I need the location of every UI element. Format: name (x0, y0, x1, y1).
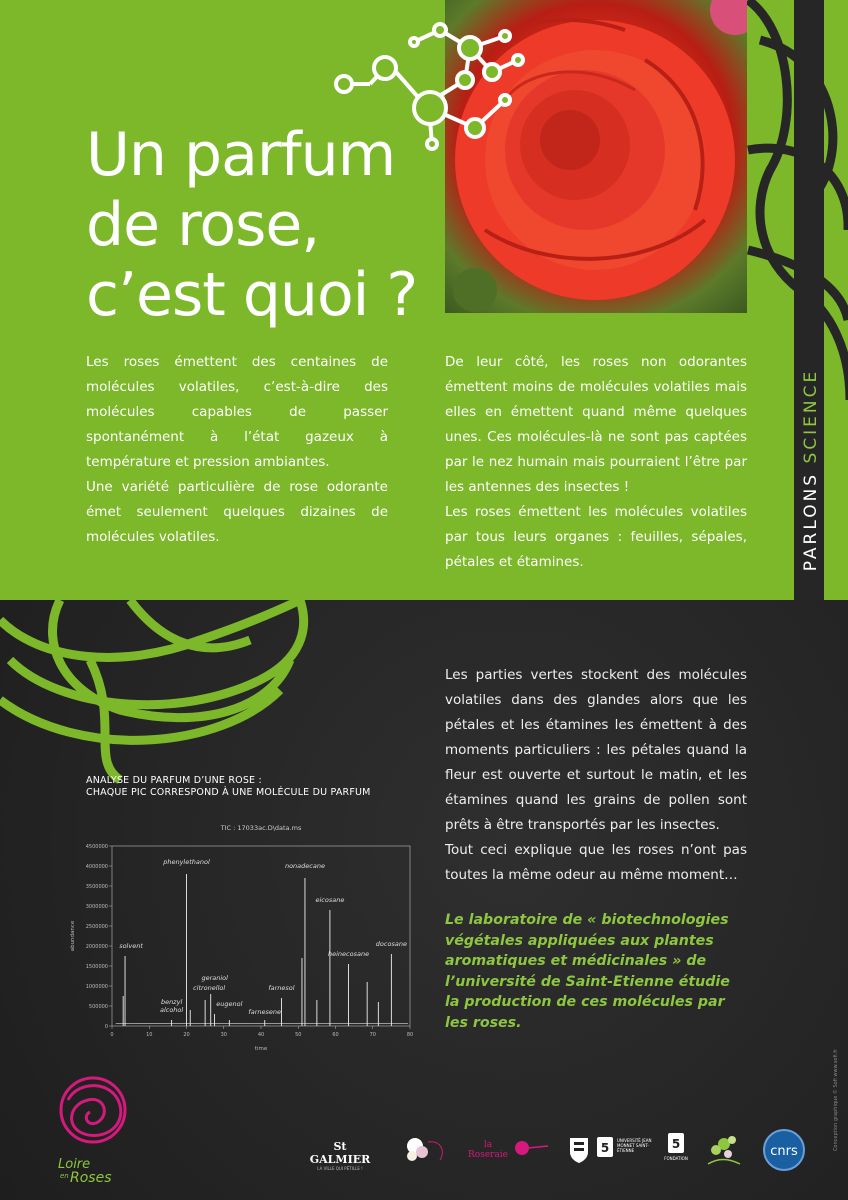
title-line-1: Un parfum (86, 120, 396, 190)
svg-text:5: 5 (600, 1141, 610, 1155)
y-tick-label: 1000000 (85, 984, 108, 990)
text-column-bottom (445, 663, 747, 888)
peak-label: phenylethanol (163, 858, 210, 866)
text-column-right (445, 350, 747, 575)
y-tick-label: 1500000 (85, 964, 108, 970)
stgalmier-logo-sub: LA VILLE QUI PÉTILLE ! (317, 1166, 363, 1171)
fondation-logo (658, 1132, 694, 1161)
y-tick-label: 2500000 (85, 924, 108, 930)
loire-logo-line-3: Roses (70, 1170, 112, 1186)
text-column-left (86, 350, 388, 550)
cnrs-logo (762, 1128, 806, 1172)
y-tick-label: 0 (104, 1024, 108, 1030)
y-axis-label: abundance (70, 920, 76, 952)
paragraph: Les roses émettent les molécules volatiles par tous leurs organes : feuilles, sépales, pétales et étamines. (445, 504, 747, 570)
loire-logo-line-2: en (60, 1172, 69, 1180)
analysis-title (86, 775, 371, 799)
title-line-3: c’est quoi ? (86, 260, 418, 330)
x-tick-label: 80 (406, 1032, 414, 1038)
analysis-title-line-1: ANALYSE DU PARFUM D’UNE ROSE : (86, 775, 262, 786)
stgalmier-logo (308, 1140, 372, 1171)
cnrs-text: cnrs (770, 1144, 798, 1159)
x-tick-label: 0 (110, 1032, 114, 1038)
peak-label: citronellol (193, 984, 226, 992)
saint-etienne-crest-icon (568, 1136, 590, 1164)
analysis-title-line-2: CHAQUE PIC CORRESPOND À UNE MOLÉCULE DU PARFUM (86, 787, 371, 798)
fondation-icon (667, 1132, 685, 1154)
x-tick-label: 40 (257, 1032, 265, 1038)
flower-illustration-icon (704, 1130, 744, 1166)
roseraie-logo: la Roseraie (468, 1140, 509, 1160)
footer-logos (300, 1128, 820, 1174)
x-tick-label: 20 (183, 1032, 190, 1038)
y-tick-label: 2000000 (85, 944, 108, 950)
peak-label: docosane (375, 940, 407, 948)
x-tick-label: 70 (369, 1032, 376, 1038)
university-name: UNIVERSITÉ JEAN MONNET SAINT-ÉTIENNE (617, 1138, 652, 1153)
peak-label: benzyl (160, 998, 183, 1006)
x-tick-label: 10 (146, 1032, 153, 1038)
side-label-parlons: PARLONS (801, 471, 821, 572)
chromatogram-chart (60, 818, 430, 1058)
svg-text:5: 5 (671, 1137, 681, 1151)
y-tick-label: 4000000 (85, 864, 108, 870)
chart-title: TIC : 17033ac.D\data.ms (220, 824, 302, 832)
paragraph: Les roses émettent des centaines de molécules volatiles, c’est-à-dire des molécules capables de passer spontanément à l’état gazeux à température et pression ambiantes. (86, 354, 388, 470)
x-tick-label: 30 (220, 1032, 227, 1038)
peak-label: solvent (119, 942, 143, 950)
paragraph: Une variété particulière de rose odorante émet seulement quelques dizaines de molécules volatiles. (86, 479, 388, 545)
paragraph: Tout ceci explique que les roses n’ont pas toutes la même odeur au même moment… (445, 842, 747, 883)
cnrs-icon (762, 1128, 806, 1172)
y-tick-label: 4500000 (85, 844, 108, 850)
x-tick-label: 50 (295, 1032, 302, 1038)
credit-text: Conception graphique © Sofi www.sofi.fr (833, 1048, 839, 1152)
paragraph: De leur côté, les roses non odorantes émettent moins de molécules volatiles mais elles en émettent quand même quelques unes. Ces molécules-là ne sont pas captées par le nez humain mais pourraient l’être par les antennes des insectes ! (445, 354, 747, 495)
peak-label: alcohol (159, 1006, 184, 1014)
peak-label: eugenol (216, 1000, 243, 1008)
stgalmier-logo-text: St GALMIER (309, 1140, 371, 1166)
title-line-2: de rose, (86, 190, 320, 260)
university-icon (596, 1136, 614, 1158)
fondation-name: FONDATION (664, 1156, 688, 1161)
peak-label: geraniol (201, 974, 228, 982)
y-tick-label: 500000 (88, 1004, 108, 1010)
y-tick-label: 3500000 (85, 884, 108, 890)
page-title (86, 120, 417, 330)
peak-label: nonadecane (284, 862, 325, 870)
lab-highlight-text: Le laboratoire de « biotechnologies végétales appliquées aux plantes aromatiques et médicinales » de l’université de Saint-Etienne étudie la production de ces molécules par les roses. (445, 912, 730, 1031)
pays-logo-icon (400, 1132, 450, 1168)
chart-frame (112, 846, 410, 1026)
loire-en-roses-logo (48, 1070, 138, 1186)
peak-label: eicosane (315, 896, 345, 904)
peak-label: farnesene (248, 1008, 282, 1016)
x-axis-label: time (254, 1046, 268, 1052)
peak-label: heinecosane (327, 950, 370, 958)
paragraph: Les parties vertes stockent des molécules volatiles dans des glandes alors que les pétales et les étamines les émettent à des moments particuliers : les pétales quand la fleur est ouverte et surtout le matin, et les étamines quand les grains de pollen sont prêts à être transportés par les insectes. (445, 667, 747, 833)
y-tick-label: 3000000 (85, 904, 108, 910)
side-label-science: SCIENCE (801, 368, 821, 464)
peak-label: farnesol (268, 984, 295, 992)
side-label (801, 369, 821, 572)
loire-logo-line-1: Loire (58, 1157, 91, 1172)
rose-branch-icon (512, 1138, 552, 1158)
x-tick-label: 60 (332, 1032, 339, 1038)
